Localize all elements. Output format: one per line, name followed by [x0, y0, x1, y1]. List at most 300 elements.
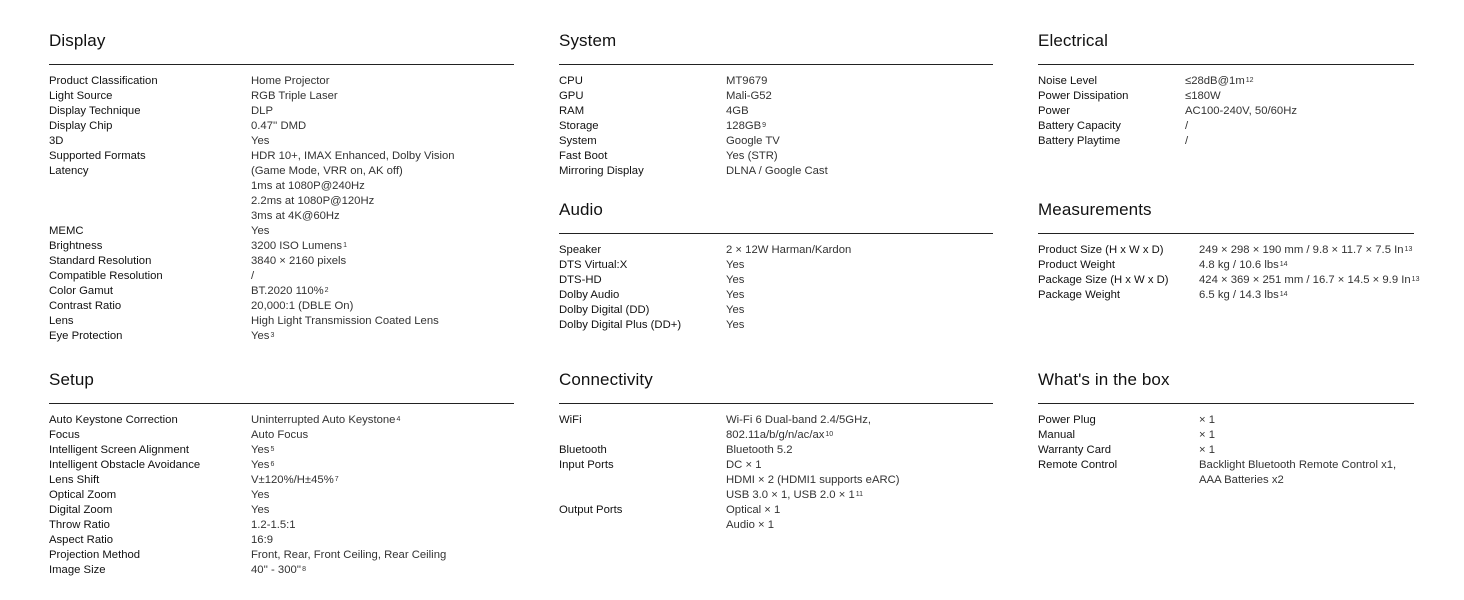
spec-value-text: 20,000:1 (DBLE On) [251, 300, 354, 312]
spec-value-text: DLP [251, 105, 273, 117]
footnote-marker: 6 [270, 461, 275, 468]
spec-value-text: DLNA / Google Cast [726, 165, 828, 177]
spec-value-line [726, 473, 900, 488]
spec-label: Product Size (H x W x D) [1038, 244, 1164, 256]
spec-value [1199, 288, 1288, 303]
spec-value-line [1199, 458, 1396, 473]
spec-value-text: × 1 [1199, 414, 1216, 426]
spec-value-text: 2 × 12W Harman/Kardon [726, 244, 852, 256]
spec-value [1199, 458, 1396, 488]
spec-value [251, 488, 269, 503]
spec-value-text: USB 3.0 × 1, USB 2.0 × 1 [726, 489, 855, 501]
spec-label: Fast Boot [559, 150, 608, 162]
spec-label: Battery Playtime [1038, 135, 1121, 147]
spec-row [49, 548, 514, 563]
spec-value-line [1199, 273, 1419, 288]
spec-value-line [251, 413, 400, 428]
spec-value [1185, 89, 1221, 104]
spec-value-text: Yes [251, 489, 270, 501]
spec-value [251, 119, 306, 134]
section-title: What's in the box [1038, 370, 1170, 389]
spec-value [726, 273, 744, 288]
spec-label: Input Ports [559, 459, 614, 471]
spec-value [726, 288, 744, 303]
spec-value-text: Yes [726, 289, 745, 301]
spec-value-text: MT9679 [726, 75, 768, 87]
spec-value [726, 119, 766, 134]
spec-value-text: Auto Focus [251, 429, 309, 441]
spec-value [251, 284, 329, 299]
spec-value-line [251, 134, 269, 149]
spec-label: Auto Keystone Correction [49, 414, 178, 426]
spec-value-text: Yes [251, 135, 270, 147]
spec-label: Lens [49, 315, 74, 327]
spec-value [1199, 413, 1215, 428]
spec-label: Dolby Digital (DD) [559, 304, 650, 316]
spec-value-line [726, 149, 778, 164]
spec-value [251, 473, 339, 488]
spec-rows [49, 74, 514, 344]
spec-value-text: Yes [726, 319, 745, 331]
spec-value-text: Yes [251, 444, 270, 456]
spec-value [251, 134, 269, 149]
spec-label: System [559, 135, 597, 147]
spec-row [559, 273, 993, 288]
spec-value [251, 329, 274, 344]
spec-row [1038, 413, 1414, 428]
spec-row [49, 428, 514, 443]
footnote-marker: 8 [302, 566, 306, 573]
spec-label: Compatible Resolution [49, 270, 163, 282]
spec-value-text: 424 × 369 × 251 mm / 16.7 × 14.5 × 9.9 In [1199, 274, 1411, 286]
section-divider [1038, 64, 1414, 65]
spec-row [49, 458, 514, 473]
footnote-marker: 2 [324, 287, 329, 294]
spec-value-text: 249 × 298 × 190 mm / 9.8 × 11.7 × 7.5 In [1199, 244, 1404, 256]
spec-value-line [726, 288, 744, 303]
spec-row [559, 74, 993, 89]
spec-value-text: × 1 [1199, 429, 1216, 441]
spec-value [726, 318, 744, 333]
spec-label: Power Plug [1038, 414, 1096, 426]
spec-row [1038, 89, 1414, 104]
spec-value [251, 269, 254, 284]
spec-value-text: / [1185, 135, 1189, 147]
section-divider [559, 233, 993, 234]
spec-value [1185, 104, 1297, 119]
spec-label: Eye Protection [49, 330, 123, 342]
spec-value [726, 89, 772, 104]
spec-value [251, 314, 439, 329]
spec-label: WiFi [559, 414, 582, 426]
spec-row [49, 503, 514, 518]
spec-value-line [726, 273, 744, 288]
spec-value-line [251, 314, 439, 329]
spec-value-text: Bluetooth 5.2 [726, 444, 793, 456]
spec-value-line [726, 164, 828, 179]
spec-value-line [251, 179, 403, 194]
section-title: Measurements [1038, 200, 1152, 219]
spec-row [1038, 134, 1414, 149]
spec-label: Display Chip [49, 120, 113, 132]
spec-label: Focus [49, 429, 80, 441]
footnote-marker: 13 [1411, 276, 1420, 283]
spec-value-line [726, 443, 793, 458]
spec-label: Standard Resolution [49, 255, 152, 267]
spec-value-text: Mali-G52 [726, 90, 772, 102]
spec-value-line [726, 318, 744, 333]
spec-value-line [726, 428, 871, 443]
spec-label: Projection Method [49, 549, 141, 561]
spec-label: Aspect Ratio [49, 534, 114, 546]
spec-value-text: HDMI × 2 (HDMI1 supports eARC) [726, 474, 900, 486]
spec-row [559, 89, 993, 104]
spec-rows [1038, 413, 1414, 488]
spec-label: CPU [559, 75, 583, 87]
spec-value-text: 16:9 [251, 534, 273, 546]
spec-value-text: 1ms at 1080P@240Hz [251, 180, 365, 192]
spec-value-text: Wi-Fi 6 Dual-band 2.4/5GHz, [726, 414, 872, 426]
spec-rows [49, 413, 514, 578]
spec-value-line [251, 164, 403, 179]
spec-value-text: 802.11a/b/g/n/ac/ax [726, 429, 825, 441]
spec-row [559, 503, 993, 533]
spec-row [49, 254, 514, 269]
spec-row [49, 329, 514, 344]
spec-label: Intelligent Obstacle Avoidance [49, 459, 201, 471]
spec-label: Lens Shift [49, 474, 100, 486]
spec-value [251, 239, 347, 254]
spec-label: Bluetooth [559, 444, 607, 456]
spec-row [49, 563, 514, 578]
spec-value-text: DC × 1 [726, 459, 762, 471]
spec-value-line [726, 458, 900, 473]
spec-rows [559, 243, 993, 333]
spec-value-text: Yes [726, 274, 745, 286]
spec-value [726, 74, 767, 89]
spec-value-line [251, 149, 455, 164]
spec-label: Color Gamut [49, 285, 114, 297]
spec-value-text: High Light Transmission Coated Lens [251, 315, 439, 327]
spec-value-line [726, 89, 772, 104]
spec-value-line [251, 254, 346, 269]
spec-value-text: Backlight Bluetooth Remote Control x1, [1199, 459, 1397, 471]
spec-value [251, 104, 273, 119]
spec-label: Product Classification [49, 75, 158, 87]
spec-value-text: AC100-240V, 50/60Hz [1185, 105, 1298, 117]
spec-label: Speaker [559, 244, 602, 256]
spec-row [559, 458, 993, 503]
spec-value [251, 74, 329, 89]
spec-label: Output Ports [559, 504, 623, 516]
spec-value [1185, 74, 1254, 89]
spec-value-line [251, 443, 274, 458]
spec-value-text: Front, Rear, Front Ceiling, Rear Ceiling [251, 549, 447, 561]
spec-value-text: / [251, 270, 255, 282]
spec-label: Latency [49, 165, 89, 177]
spec-value-text: 6.5 kg / 14.3 lbs [1199, 289, 1279, 301]
spec-value-line [1185, 89, 1221, 104]
spec-value-line [251, 563, 306, 578]
spec-value-text: × 1 [1199, 444, 1216, 456]
spec-value-line [726, 303, 744, 318]
spec-row [559, 258, 993, 273]
spec-value-line [251, 518, 296, 533]
spec-label: RAM [559, 105, 585, 117]
spec-label: DTS-HD [559, 274, 602, 286]
spec-value-text: 40'' - 300'' [251, 564, 302, 576]
spec-value-line [251, 428, 308, 443]
spec-value-text: 3840 × 2160 pixels [251, 255, 347, 267]
spec-label: MEMC [49, 225, 84, 237]
spec-value [251, 428, 308, 443]
spec-value-line [726, 243, 851, 258]
spec-row [559, 443, 993, 458]
section-divider [559, 64, 993, 65]
spec-label: Light Source [49, 90, 113, 102]
spec-value-line [726, 74, 767, 89]
spec-label: Display Technique [49, 105, 141, 117]
spec-label: Remote Control [1038, 459, 1118, 471]
spec-rows [1038, 243, 1420, 303]
spec-value-line [1199, 243, 1412, 258]
spec-value-line [1199, 473, 1396, 488]
spec-label: Power [1038, 105, 1071, 117]
spec-value-text: Yes [251, 459, 270, 471]
spec-row [49, 119, 514, 134]
footnote-marker: 7 [334, 476, 339, 483]
spec-row [1038, 74, 1414, 89]
spec-label: DTS Virtual:X [559, 259, 628, 271]
section-divider [49, 64, 514, 65]
spec-label: Dolby Audio [559, 289, 620, 301]
spec-value-line [726, 104, 749, 119]
spec-value-line [251, 74, 329, 89]
spec-label: Contrast Ratio [49, 300, 122, 312]
spec-row [1038, 119, 1414, 134]
spec-row [1038, 258, 1414, 273]
spec-value [251, 89, 338, 104]
spec-row [49, 473, 514, 488]
spec-row [49, 518, 514, 533]
spec-value [251, 299, 353, 314]
spec-value-text: Audio × 1 [726, 519, 775, 531]
spec-row [1038, 428, 1414, 443]
spec-value-line [251, 533, 273, 548]
section-title: Setup [49, 370, 94, 389]
spec-row [49, 284, 514, 299]
spec-row [49, 104, 514, 119]
section-divider [1038, 233, 1414, 234]
section-divider [49, 403, 514, 404]
footnote-marker: 5 [270, 446, 275, 453]
spec-value-text: ≤180W [1185, 90, 1221, 102]
spec-row [49, 269, 514, 284]
spec-row [559, 413, 993, 443]
spec-label: Digital Zoom [49, 504, 113, 516]
spec-value [726, 164, 828, 179]
spec-value [1199, 443, 1215, 458]
spec-label: Dolby Digital Plus (DD+) [559, 319, 682, 331]
spec-value-line [1199, 428, 1215, 443]
spec-value-line [1199, 288, 1288, 303]
footnote-marker: 14 [1279, 291, 1288, 298]
spec-label: Warranty Card [1038, 444, 1112, 456]
spec-value [251, 548, 446, 563]
spec-value [251, 458, 274, 473]
spec-row [559, 318, 993, 333]
spec-row [49, 224, 514, 239]
spec-row [559, 164, 993, 179]
spec-value [1199, 258, 1288, 273]
spec-value-text: 0.47'' DMD [251, 120, 307, 132]
spec-value-text: / [1185, 120, 1189, 132]
spec-value-text: Yes [251, 225, 270, 237]
spec-label: Image Size [49, 564, 106, 576]
footnote-marker: 9 [762, 122, 767, 129]
spec-value-text: RGB Triple Laser [251, 90, 338, 102]
spec-row [559, 288, 993, 303]
spec-value [1185, 134, 1188, 149]
spec-label: Optical Zoom [49, 489, 117, 501]
spec-value [251, 563, 306, 578]
spec-value [1199, 243, 1412, 258]
spec-value [1199, 428, 1215, 443]
spec-value [726, 443, 793, 458]
spec-value-text: V±120%/H±45% [251, 474, 334, 486]
spec-value-line [1185, 104, 1297, 119]
footnote-marker: 11 [855, 491, 864, 498]
spec-label: Battery Capacity [1038, 120, 1121, 132]
spec-value [726, 243, 851, 258]
footnote-marker: 4 [396, 416, 401, 423]
spec-label: GPU [559, 90, 584, 102]
spec-value-text: 2.2ms at 1080P@120Hz [251, 195, 375, 207]
spec-label: Package Size (H x W x D) [1038, 274, 1169, 286]
spec-value-line [251, 239, 347, 254]
spec-label: Power Dissipation [1038, 90, 1129, 102]
spec-row [49, 149, 514, 164]
footnote-marker: 13 [1404, 246, 1413, 253]
spec-value [251, 518, 296, 533]
spec-value-line [726, 503, 780, 518]
footnote-marker: 12 [1245, 77, 1254, 84]
spec-value-text: Uninterrupted Auto Keystone [251, 414, 396, 426]
spec-value [251, 224, 269, 239]
spec-value-text: (Game Mode, VRR on, AK off) [251, 165, 403, 177]
spec-value [251, 413, 400, 428]
spec-row [49, 533, 514, 548]
spec-value [726, 134, 780, 149]
spec-label: Manual [1038, 429, 1076, 441]
spec-value-text: AAA Batteries x2 [1199, 474, 1284, 486]
footnote-marker: 3 [270, 332, 275, 339]
spec-row [559, 243, 993, 258]
section-title: Connectivity [559, 370, 653, 389]
spec-value-line [251, 89, 338, 104]
spec-row [49, 164, 514, 224]
spec-value [726, 303, 744, 318]
spec-value [726, 503, 780, 533]
spec-value-text: ≤28dB@1m [1185, 75, 1245, 87]
spec-value-line [251, 503, 269, 518]
spec-row [1038, 273, 1420, 288]
spec-value-text: 1.2-1.5:1 [251, 519, 296, 531]
spec-row [559, 134, 993, 149]
spec-value-line [251, 299, 353, 314]
spec-value-line [1199, 413, 1215, 428]
spec-value [726, 413, 871, 443]
spec-row [1038, 458, 1414, 488]
spec-value-text: Google TV [726, 135, 780, 147]
spec-row [1038, 104, 1414, 119]
spec-value-text: Optical × 1 [726, 504, 781, 516]
spec-value-text: 4GB [726, 105, 749, 117]
spec-value-text: Home Projector [251, 75, 330, 87]
spec-value-line [726, 258, 744, 273]
spec-label: Brightness [49, 240, 103, 252]
spec-label: Supported Formats [49, 150, 146, 162]
spec-value-line [251, 458, 274, 473]
spec-value-line [1185, 119, 1188, 134]
spec-value-text: Yes [726, 304, 745, 316]
spec-value-text: Yes [251, 330, 270, 342]
spec-rows [559, 413, 993, 533]
spec-value-line [251, 269, 254, 284]
spec-value [251, 533, 273, 548]
spec-value-text: 3200 ISO Lumens [251, 240, 343, 252]
spec-rows [1038, 74, 1414, 149]
spec-value-line [726, 119, 766, 134]
section-title: Electrical [1038, 31, 1108, 50]
spec-rows [559, 74, 993, 179]
spec-value-text: HDR 10+, IMAX Enhanced, Dolby Vision [251, 150, 455, 162]
spec-row [559, 104, 993, 119]
spec-label: Throw Ratio [49, 519, 110, 531]
spec-value-line [726, 134, 780, 149]
section-title: Audio [559, 200, 603, 219]
footnote-marker: 14 [1279, 261, 1288, 268]
spec-row [49, 74, 514, 89]
spec-value-line [1199, 258, 1288, 273]
spec-value-text: Yes [726, 259, 745, 271]
footnote-marker: 1 [343, 242, 347, 249]
spec-row [559, 303, 993, 318]
spec-value-line [1185, 74, 1254, 89]
spec-value-line [251, 473, 339, 488]
spec-value-text: Yes [251, 504, 270, 516]
spec-label: Intelligent Screen Alignment [49, 444, 190, 456]
spec-row [49, 314, 514, 329]
section-title: System [559, 31, 617, 50]
spec-value [1199, 273, 1419, 288]
spec-row [49, 488, 514, 503]
section-divider [1038, 403, 1414, 404]
spec-row [49, 89, 514, 104]
spec-value-line [726, 413, 871, 428]
spec-label: Noise Level [1038, 75, 1098, 87]
spec-value [726, 258, 744, 273]
spec-row [49, 299, 514, 314]
spec-row [559, 149, 993, 164]
spec-row [49, 239, 514, 254]
section-divider [559, 403, 993, 404]
spec-value [251, 164, 403, 224]
spec-value-line [251, 104, 273, 119]
spec-value-line [251, 488, 269, 503]
spec-value [726, 149, 778, 164]
spec-value-text: 3ms at 4K@60Hz [251, 210, 340, 222]
